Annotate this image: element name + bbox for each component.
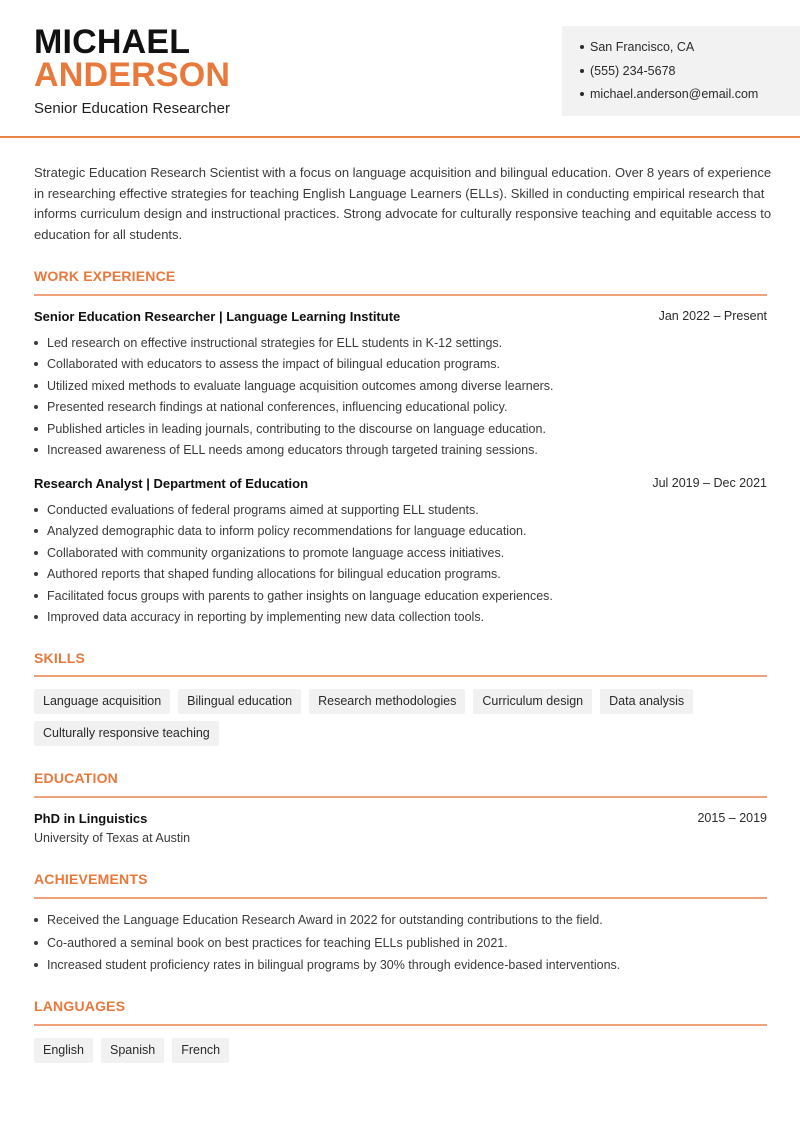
list-item: Facilitated focus groups with parents to gather insights on language education experiences. <box>34 588 774 609</box>
contact-location: San Francisco, CA <box>562 39 800 63</box>
skill-tag: Language acquisition <box>34 689 170 714</box>
job-bullets <box>34 335 774 463</box>
section-divider <box>34 796 767 798</box>
skill-tag: Culturally responsive teaching <box>34 721 219 746</box>
job-dates: Jul 2019 – Dec 2021 <box>652 476 767 490</box>
list-item: Collaborated with educators to assess the impact of bilingual education programs. <box>34 356 774 377</box>
section-title-achievements: ACHIEVEMENTS <box>34 871 148 887</box>
section-divider <box>34 294 767 296</box>
job-header <box>34 476 767 494</box>
language-tag: French <box>172 1038 229 1063</box>
list-item: Published articles in leading journals, contributing to the discourse on language education. <box>34 421 774 442</box>
list-item: Collaborated with community organizations to promote language access initiatives. <box>34 545 774 566</box>
list-item: Improved data accuracy in reporting by implementing new data collection tools. <box>34 609 774 630</box>
list-item: Utilized mixed methods to evaluate language acquisition outcomes among diverse learners. <box>34 378 774 399</box>
last-name: ANDERSON <box>34 56 231 94</box>
list-item: Analyzed demographic data to inform policy recommendations for language education. <box>34 523 774 544</box>
contact-email[interactable]: michael.anderson@email.com <box>562 86 800 110</box>
list-item: Increased awareness of ELL needs among educators through targeted training sessions. <box>34 442 774 463</box>
first-name: MICHAEL <box>34 23 191 61</box>
summary-paragraph: Strategic Education Research Scientist with a focus on language acquisition and bilingual education. Over 8 years of experience in researching effective strategies for teaching English Language Learners (ELLs). Skilled in conducting empirical research that informs curriculum design and instructional practices. Strong advocate for culturally responsive teaching and equitable access to education for all students. <box>34 165 772 243</box>
section-divider <box>34 897 767 899</box>
education-school: University of Texas at Austin <box>34 831 191 845</box>
job-title: Senior Education Researcher <box>34 100 230 117</box>
language-tags <box>34 1038 774 1063</box>
job-role: Senior Education Researcher | Language Learning Institute <box>34 309 401 324</box>
list-item: Led research on effective instructional strategies for ELL students in K-12 settings. <box>34 335 774 356</box>
contact-box <box>562 26 800 116</box>
skill-tag: Data analysis <box>600 689 693 714</box>
language-tag: Spanish <box>101 1038 164 1063</box>
section-title-languages: LANGUAGES <box>34 998 126 1014</box>
section-title-skills: SKILLS <box>34 650 85 666</box>
skill-tag: Research methodologies <box>309 689 465 714</box>
skill-tag: Curriculum design <box>473 689 592 714</box>
achievement-bullets <box>34 912 774 980</box>
contact-phone[interactable]: (555) 234-5678 <box>562 63 800 87</box>
section-divider <box>34 675 767 677</box>
list-item: Received the Language Education Research Award in 2022 for outstanding contributions to the field. <box>34 912 774 935</box>
job-header <box>34 309 767 327</box>
resume-header <box>0 0 800 138</box>
list-item: Conducted evaluations of federal programs aimed at supporting ELL students. <box>34 502 774 523</box>
list-item: Co-authored a seminal book on best practices for teaching ELLs published in 2021. <box>34 935 774 958</box>
list-item: Presented research findings at national conferences, influencing educational policy. <box>34 399 774 420</box>
skills-tags <box>34 689 774 746</box>
skill-tag: Bilingual education <box>178 689 301 714</box>
section-divider <box>34 1024 767 1026</box>
list-item: Increased student proficiency rates in bilingual programs by 30% through evidence-based interventions. <box>34 957 774 980</box>
job-bullets <box>34 502 774 630</box>
job-dates: Jan 2022 – Present <box>658 309 767 323</box>
section-title-work: WORK EXPERIENCE <box>34 268 176 284</box>
education-degree: PhD in Linguistics <box>34 811 148 826</box>
language-tag: English <box>34 1038 93 1063</box>
list-item: Authored reports that shaped funding allocations for bilingual education programs. <box>34 566 774 587</box>
education-dates: 2015 – 2019 <box>697 811 767 825</box>
job-role: Research Analyst | Department of Education <box>34 476 309 491</box>
section-title-education: EDUCATION <box>34 770 118 786</box>
